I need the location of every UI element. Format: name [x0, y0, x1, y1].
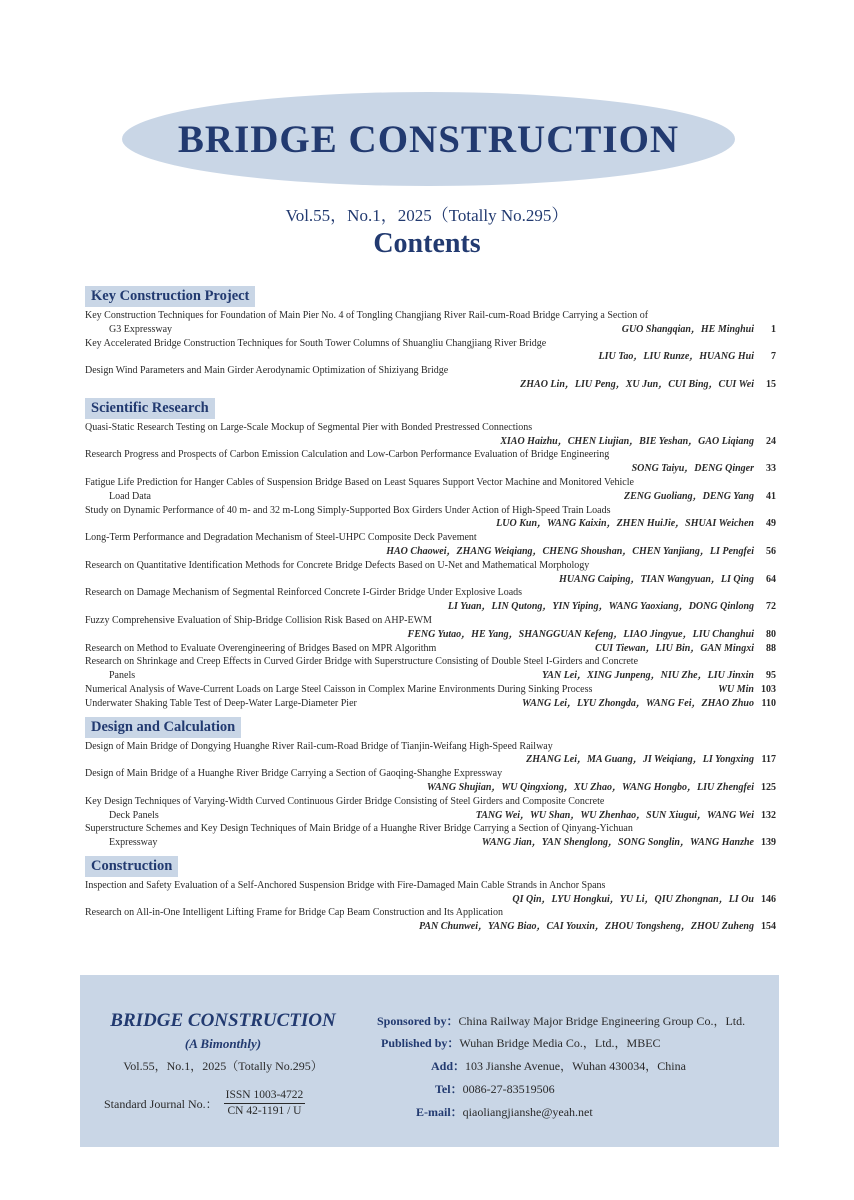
toc-entry[interactable]	[85, 586, 776, 614]
standard-journal-label: Standard Journal No.：	[104, 1097, 218, 1111]
article-authors: FENG Yutao，HE Yang，SHANGGUAN Kefeng，LIAO Jingyue，LIU Changhui	[407, 628, 754, 640]
section-header: Construction	[85, 856, 178, 877]
address-label: Add：	[431, 1059, 466, 1073]
address-value: 103 Jianshe Avenue，Wuhan 430034，China	[465, 1059, 686, 1073]
page-number: 15	[766, 378, 776, 390]
tel-row	[435, 1080, 555, 1097]
issn-cn-stack	[224, 1088, 306, 1119]
article-title: Key Accelerated Bridge Construction Techniques for South Tower Columns of Shuangliu Changjiang River Bridge	[85, 337, 547, 349]
journal-info-box	[80, 975, 779, 1147]
article-title: Research on Method to Evaluate Overengineering of Bridges Based on MPR Algorithm	[85, 642, 437, 654]
article-title: Key Design Techniques of Varying-Width Curved Continuous Girder Bridge Consisting of Steel Girders and Composite Concrete	[85, 795, 605, 807]
toc-entry[interactable]	[85, 337, 776, 365]
article-title: Inspection and Safety Evaluation of a Self-Anchored Suspension Bridge with Fire-Damaged Main Cable Strands in Anchor Spans	[85, 879, 606, 891]
article-title: Research Progress and Prospects of Carbon Emission Calculation and Low-Carbon Performance Evaluation of Bridge Engineering	[85, 449, 610, 461]
article-authors: LIU Tao，LIU Runze，HUANG Hui	[598, 351, 754, 363]
sponsored-row	[377, 1012, 745, 1029]
published-value: Wuhan Bridge Media Co.，Ltd.，MBEC	[459, 1036, 661, 1050]
published-label: Published by：	[381, 1036, 460, 1050]
email-value: qiaoliangjianshe@yeah.net	[462, 1105, 593, 1119]
article-authors: LI Yuan，LIN Qutong，YIN Yiping，WANG Yaoxiang，DONG Qinlong	[447, 601, 754, 613]
page-number: 103	[761, 683, 776, 695]
article-title: Long-Term Performance and Degradation Mechanism of Steel-UHPC Composite Deck Pavement	[85, 532, 477, 544]
article-title: Research on Quantitative Identification Methods for Concrete Bridge Defects Based on U-Net and Mathematical Morphology	[85, 559, 590, 571]
article-authors: HUANG Caiping，TIAN Wangyuan，LI Qing	[559, 573, 754, 585]
section-header: Key Construction Project	[85, 286, 255, 307]
article-title-continued: Expressway	[109, 837, 158, 849]
toc-section	[85, 717, 776, 850]
article-title: Research on Damage Mechanism of Segmental Reinforced Concrete I-Girder Bridge Under Explosive Loads	[85, 587, 523, 599]
contents-heading: Contents	[373, 228, 481, 259]
journal-title: BRIDGE CONSTRUCTION	[177, 117, 680, 161]
page-number: 88	[766, 642, 776, 654]
article-authors: TANG Wei，WU Shan，WU Zhenhao，SUN Xiugui，WANG Wei	[475, 809, 754, 821]
article-authors: YAN Lei，XING Junpeng，NIU Zhe，LIU Jinxin	[541, 670, 754, 682]
info-volume: Vol.55，No.1，2025（Totally No.295）	[123, 1059, 323, 1073]
article-title: Numerical Analysis of Wave-Current Loads on Large Steel Caisson in Complex Marine Environments During Sinking Process	[85, 683, 593, 695]
page-number: 7	[771, 351, 776, 363]
toc-section	[85, 398, 776, 711]
toc-entry[interactable]	[85, 364, 776, 392]
toc-entry[interactable]	[85, 906, 776, 934]
page-number: 49	[766, 518, 776, 530]
article-title-continued: Load Data	[109, 490, 151, 502]
email-label: E-mail：	[416, 1105, 463, 1119]
article-authors: ZHANG Lei，MA Guang，JI Weiqiang，LI Yongxing	[526, 754, 754, 766]
toc-entry[interactable]	[85, 683, 776, 697]
article-authors: ZENG Guoliang，DENG Yang	[623, 490, 754, 502]
issue-line: Vol.55，No.1，2025（Totally No.295）	[285, 206, 569, 225]
page-number: 24	[766, 435, 776, 447]
article-title-continued: G3 Expressway	[109, 323, 173, 335]
toc-entry[interactable]	[85, 309, 776, 337]
toc-entry[interactable]	[85, 740, 776, 768]
article-authors: WU Min	[718, 683, 754, 695]
sponsored-label: Sponsored by：	[377, 1014, 459, 1028]
article-authors: GUO Shangqian，HE Minghui	[621, 323, 754, 335]
toc-entry[interactable]	[85, 614, 776, 642]
article-authors: PAN Chunwei，YANG Biao，CAI Youxin，ZHOU Tongsheng，ZHOU Zuheng	[419, 921, 754, 933]
page-number: 33	[766, 463, 776, 475]
article-authors: XIAO Haizhu，CHEN Liujian，BIE Yeshan，GAO Liqiang	[500, 435, 754, 447]
article-title: Study on Dynamic Performance of 40 m- and 32 m-Long Simply-Supported Box Girders Under Action of High-Speed Train Loads	[85, 504, 611, 516]
article-title-continued: Deck Panels	[109, 809, 159, 821]
toc-entry[interactable]	[85, 476, 776, 504]
toc-entry[interactable]	[85, 559, 776, 587]
article-title: Design of Main Bridge of Dongying Huanghe River Rail-cum-Road Bridge of Tianjin-Weifang High-Speed Railway	[85, 740, 553, 752]
sponsored-value: China Railway Major Bridge Engineering Group Co.，Ltd.	[458, 1014, 746, 1028]
article-authors: QI Qin，LYU Hongkui，YU Li，QIU Zhongnan，LI Ou	[512, 893, 754, 905]
toc-entry[interactable]	[85, 767, 776, 795]
article-title: Superstructure Schemes and Key Design Techniques of Main Bridge of a Huanghe River Bridge Carrying a Section of Qinyang-Yichuan	[85, 823, 633, 835]
article-authors: CUI Tiewan，LIU Bin，GAN Mingxi	[595, 642, 754, 654]
page-number: 56	[766, 545, 776, 557]
page-number: 95	[766, 670, 776, 682]
toc-entry[interactable]	[85, 642, 776, 656]
page-number: 132	[761, 809, 776, 821]
email-row	[416, 1103, 593, 1120]
toc-entry[interactable]	[85, 879, 776, 907]
toc-entry[interactable]	[85, 421, 776, 449]
page-number: 110	[761, 697, 776, 709]
article-authors: SONG Taiyu，DENG Qinger	[631, 463, 754, 475]
article-authors: WANG Shujian，WU Qingxiong，XU Zhao，WANG Hongbo，LIU Zhengfei	[426, 781, 754, 793]
article-title: Key Construction Techniques for Foundation of Main Pier No. 4 of Tongling Changjiang River Rail-cum-Road Bridge Carrying a Section of	[85, 310, 649, 321]
article-title: Research on Shrinkage and Creep Effects in Curved Girder Bridge with Superstructure Consisting of Double Steel I-Girders and Concrete	[85, 656, 639, 668]
article-title: Underwater Shaking Table Test of Deep-Water Large-Diameter Pier	[85, 697, 357, 709]
page-number: 154	[761, 921, 776, 933]
toc-section	[85, 286, 776, 392]
tel-value: 0086-27-83519506	[462, 1082, 555, 1096]
toc-entry[interactable]	[85, 504, 776, 532]
toc-entry[interactable]	[85, 795, 776, 823]
page-number: 125	[761, 781, 776, 793]
issn: ISSN 1003-4722	[224, 1088, 306, 1104]
article-title: Quasi-Static Research Testing on Large-Scale Mockup of Segmental Pier with Bonded Prestressed Connections	[85, 421, 533, 433]
page-number: 117	[761, 754, 776, 766]
article-authors: WANG Lei，LYU Zhongda，WANG Fei，ZHAO Zhuo	[521, 697, 754, 709]
toc-entry[interactable]	[85, 822, 776, 850]
table-of-contents	[85, 286, 776, 940]
standard-journal-no	[104, 1088, 305, 1119]
address-row	[431, 1057, 686, 1074]
toc-entry[interactable]	[85, 655, 776, 683]
published-row	[381, 1034, 661, 1051]
info-journal-title: BRIDGE CONSTRUCTION	[110, 1010, 336, 1031]
toc-entry[interactable]	[85, 697, 776, 711]
article-title: Research on All-in-One Intelligent Lifting Frame for Bridge Cap Beam Construction and Its Application	[85, 907, 503, 919]
article-authors: HAO Chaowei，ZHANG Weiqiang，CHENG Shoushan，CHEN Yanjiang，LI Pengfei	[386, 545, 754, 557]
article-title: Fatigue Life Prediction for Hanger Cables of Suspension Bridge Based on Least Squares Support Vector Machine and Monitored Vehicle	[85, 476, 634, 488]
article-title-continued: Panels	[109, 670, 136, 682]
toc-section	[85, 856, 776, 934]
page-number: 80	[766, 628, 776, 640]
section-header: Design and Calculation	[85, 717, 241, 738]
article-authors: LUO Kun，WANG Kaixin，ZHEN HuiJie，SHUAI Weichen	[496, 518, 754, 530]
page-number: 1	[771, 323, 776, 335]
masthead-ellipse	[122, 92, 735, 186]
page-number: 41	[766, 490, 776, 502]
article-title: Design of Main Bridge of a Huanghe River Bridge Carrying a Section of Gaoqing-Shanghe Expressway	[85, 768, 503, 780]
page-number: 64	[766, 573, 776, 585]
page-number: 139	[761, 837, 776, 849]
article-title: Design Wind Parameters and Main Girder Aerodynamic Optimization of Shiziyang Bridge	[85, 365, 449, 377]
article-title: Fuzzy Comprehensive Evaluation of Ship-Bridge Collision Risk Based on AHP-EWM	[85, 614, 432, 626]
cn-number: CN 42-1191 / U	[227, 1105, 302, 1117]
toc-entry[interactable]	[85, 448, 776, 476]
info-frequency: (A Bimonthly)	[184, 1036, 262, 1051]
article-authors: WANG Jian，YAN Shenglong，SONG Songlin，WANG Hanzhe	[481, 837, 754, 849]
article-authors: ZHAO Lin，LIU Peng，XU Jun，CUI Bing，CUI Wei	[520, 378, 754, 390]
page-number: 72	[766, 601, 776, 613]
tel-label: Tel：	[435, 1082, 463, 1096]
page-number: 146	[761, 893, 776, 905]
section-header: Scientific Research	[85, 398, 215, 419]
toc-entry[interactable]	[85, 531, 776, 559]
